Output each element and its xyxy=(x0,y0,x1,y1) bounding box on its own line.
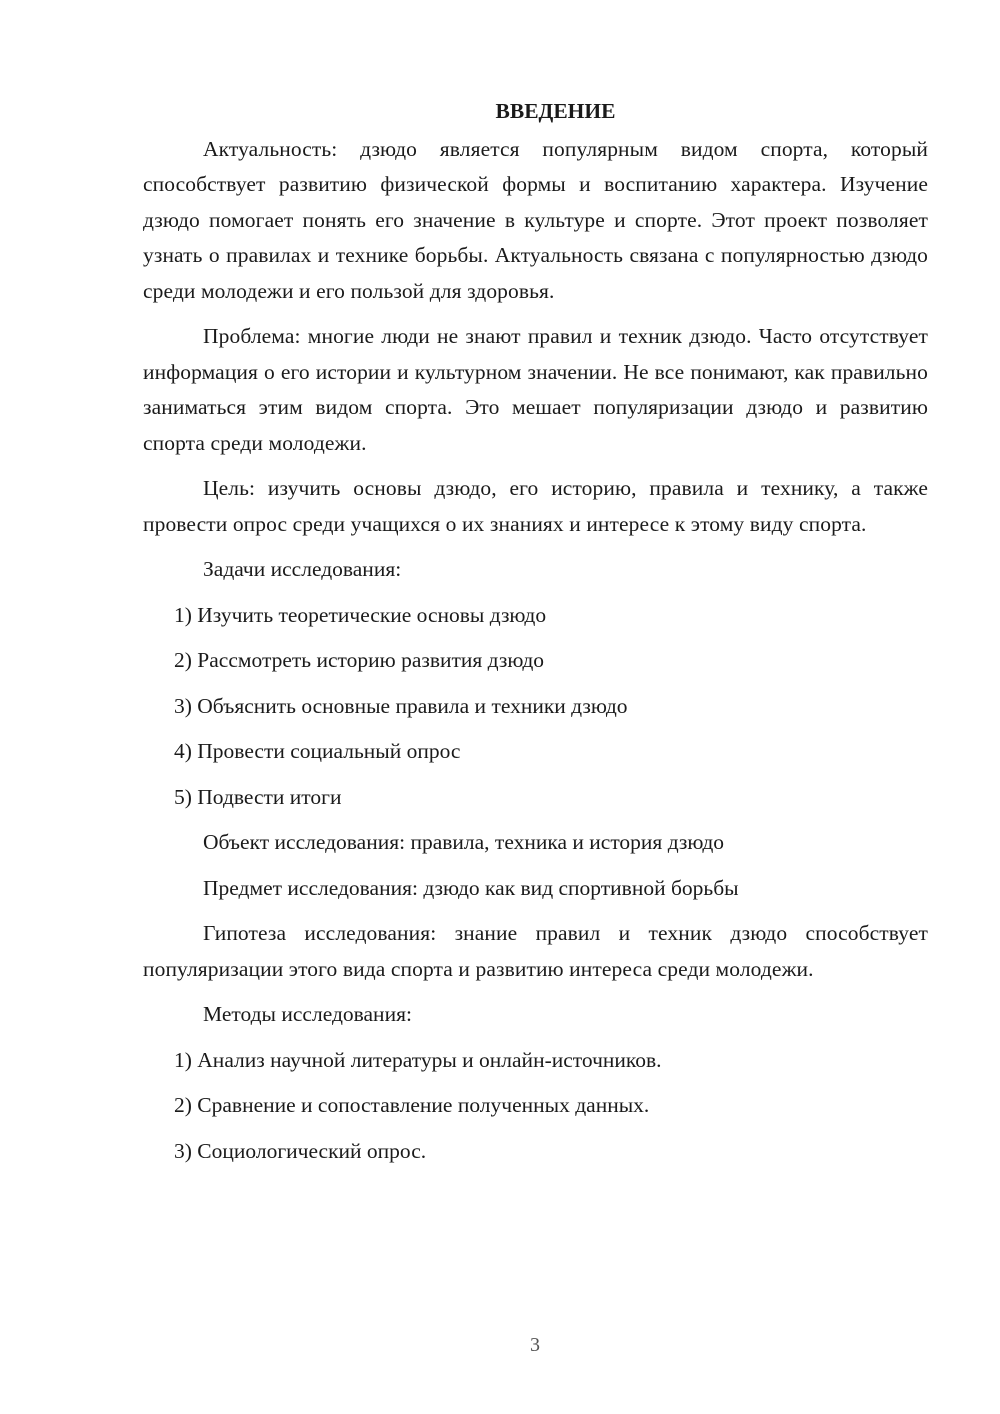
methods-list xyxy=(143,1043,928,1170)
tasks-list xyxy=(143,598,928,816)
list-item: 2) Рассмотреть историю развития дзюдо xyxy=(174,648,545,672)
subject-line: Предмет исследования: дзюдо как вид спортивной борьбы xyxy=(203,875,739,900)
hypothesis-paragraph: Гипотеза исследования: знание правил и техник дзюдо способствует популяризации этого вида спорта и развитию интереса среди молодежи. xyxy=(143,921,928,981)
list-item: 4) Провести социальный опрос xyxy=(174,739,461,763)
methods-heading: Методы исследования: xyxy=(203,1002,412,1026)
list-item: 5) Подвести итоги xyxy=(174,784,342,809)
page-number: 3 xyxy=(530,1334,540,1356)
tasks-heading: Задачи исследования: xyxy=(203,557,402,581)
object-line: Объект исследования: правила, техника и история дзюдо xyxy=(203,830,725,854)
document-page xyxy=(143,94,928,1179)
page-title: ВВЕДЕНИЕ xyxy=(495,99,616,123)
problem-paragraph: Проблема: многие люди не знают правил и техник дзюдо. Часто отсутствует информация о его истории и культурном значении. Не все понимают, как правильно заниматься этим видом спорта. Это мешает популяризации дзюдо и развитию спорта среди молодежи. xyxy=(143,324,928,455)
goal-paragraph: Цель: изучить основы дзюдо, его историю, правила и технику, а также провести опрос среди учащихся о их знаниях и интересе к этому виду спорта. xyxy=(143,476,928,536)
list-item: 3) Социологический опрос. xyxy=(174,1138,427,1163)
list-item: 1) Анализ научной литературы и онлайн-источников. xyxy=(174,1047,662,1072)
relevance-paragraph: Актуальность: дзюдо является популярным видом спорта, который способствует развитию физической формы и воспитанию характера. Изучение дзюдо помогает понять его значение в культуре и спорте. Этот проект позволяет узнать о правилах и технике борьбы. Актуальность связана с популярностью дзюдо среди молодежи и его пользой для здоровья. xyxy=(143,136,928,303)
list-item: 1) Изучить теоретические основы дзюдо xyxy=(174,602,547,627)
list-item: 3) Объяснить основные правила и техники дзюдо xyxy=(174,693,628,718)
list-item: 2) Сравнение и сопоставление полученных данных. xyxy=(174,1093,650,1117)
